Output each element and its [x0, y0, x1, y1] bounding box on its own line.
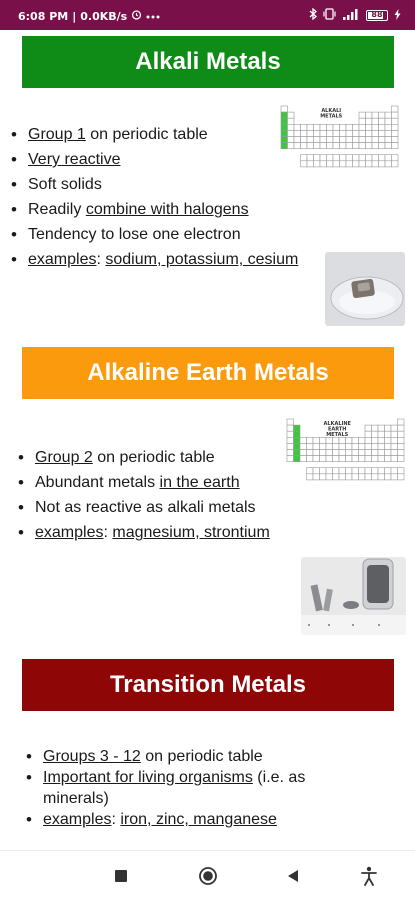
list-item [18, 470, 270, 495]
link-text[interactable]: magnesium, strontium [112, 524, 270, 541]
text: : [103, 524, 113, 541]
list-item [26, 746, 336, 767]
text: Readily [28, 201, 86, 218]
battery-level: 88 [371, 10, 383, 19]
section-title-text: Transition Metals [109, 671, 307, 698]
section-title-alkaline-earth [22, 347, 394, 399]
section-title-transition [22, 659, 394, 711]
table-label: METALS [320, 113, 343, 120]
text: : [96, 251, 106, 268]
link-text[interactable]: Group 2 [35, 449, 93, 466]
text: Tendency to lose one electron [28, 226, 241, 243]
network-speed: 0.0KB/s [80, 9, 128, 23]
list-item [18, 445, 270, 470]
text: : [111, 811, 121, 828]
charging-icon [394, 9, 401, 23]
list-item [26, 809, 336, 830]
table-label: EARTH [327, 426, 347, 433]
link-text[interactable]: in the earth [159, 474, 240, 491]
list-item [11, 222, 298, 247]
section-title-alkali [22, 36, 394, 88]
periodic-table-alkali-image [280, 105, 408, 189]
list-item [11, 197, 298, 222]
link-text[interactable]: sodium, potassium, cesium [105, 251, 299, 268]
link-text[interactable]: Important for living organisms [43, 769, 253, 786]
table-label: ALKALI [321, 108, 342, 114]
status-bar: 6:08 PM | 0.0KB/s 88 [0, 0, 415, 30]
list-item [11, 172, 298, 197]
list-item [26, 767, 336, 809]
navigation-bar [0, 850, 415, 900]
text: Not as reactive as alkali metals [35, 499, 256, 516]
alkaline-earth-fact-list [18, 445, 270, 545]
text: Abundant metals [35, 474, 160, 491]
accessibility-icon[interactable] [356, 863, 382, 889]
text: on periodic table [140, 748, 263, 765]
more-dots-icon [146, 10, 160, 23]
alkali-metal-photo [325, 252, 405, 326]
clock-time: 6:08 PM [18, 9, 69, 23]
link-text[interactable]: Group 1 [28, 126, 86, 143]
list-item [11, 122, 298, 147]
link-text[interactable]: examples [28, 251, 97, 268]
link-text[interactable]: Very reactive [28, 151, 121, 168]
text: (i.e. as minerals) [43, 769, 306, 807]
battery-icon [366, 10, 388, 21]
section-title-text: Alkaline Earth Metals [87, 359, 329, 386]
bluetooth-icon [309, 8, 317, 23]
section-title-text: Alkali Metals [135, 48, 281, 75]
link-text[interactable]: iron, zinc, manganese [120, 811, 277, 828]
table-label: ALKALINE [323, 421, 351, 427]
text: Soft solids [28, 176, 102, 193]
link-text[interactable]: Groups 3 - 12 [43, 748, 141, 765]
link-text[interactable]: examples [43, 811, 112, 828]
link-text[interactable]: examples [35, 524, 104, 541]
table-label: METALS [326, 432, 349, 438]
text: on periodic table [92, 449, 215, 466]
text: on periodic table [85, 126, 208, 143]
list-item [11, 247, 298, 272]
alkali-fact-list [11, 122, 298, 272]
vibrate-icon [323, 8, 336, 23]
alarm-icon [131, 9, 142, 23]
list-item [18, 520, 270, 545]
alkaline-earth-metal-photo [301, 557, 406, 635]
back-triangle-icon[interactable] [280, 863, 306, 889]
home-circle-icon[interactable] [195, 863, 221, 889]
recents-square-icon[interactable] [108, 863, 134, 889]
periodic-table-alkaline-earth-image [286, 418, 408, 494]
transition-fact-list [26, 746, 336, 830]
link-text[interactable]: combine with halogens [85, 201, 249, 218]
list-item [18, 495, 270, 520]
list-item [11, 147, 298, 172]
signal-icon [342, 8, 360, 23]
